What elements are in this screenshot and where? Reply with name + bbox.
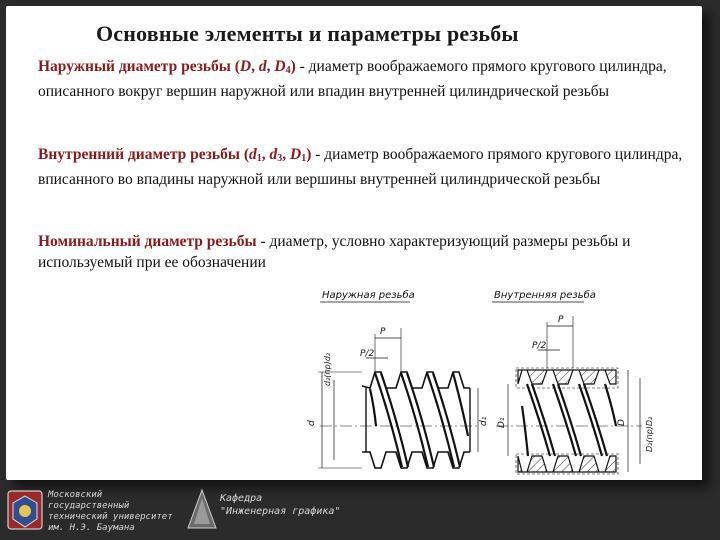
var: d xyxy=(249,146,257,163)
label-pitch-diameter-d2: d₂(пр)d₂ xyxy=(323,352,332,386)
sep: , xyxy=(282,146,290,163)
definition-nominal-diameter xyxy=(38,231,688,273)
sep: , xyxy=(261,146,270,163)
department-line: Кафедра xyxy=(220,493,263,504)
label-half-pitch-internal: P/2 xyxy=(532,341,547,351)
label-outer-d: d xyxy=(307,420,317,426)
sep: , xyxy=(251,58,259,75)
label-half-pitch: P/2 xyxy=(360,349,375,359)
term-close: ) xyxy=(306,146,312,163)
caption-external-thread: Наружная резьба xyxy=(322,290,415,301)
subscript: 1 xyxy=(301,153,307,164)
term-close: ) xyxy=(290,58,296,75)
term-text: Внутренний диаметр резьбы ( xyxy=(38,146,249,163)
label-outer-D: D xyxy=(617,419,627,426)
department-logo-icon xyxy=(186,488,218,532)
department-name xyxy=(220,492,370,518)
definition-inner-diameter xyxy=(38,144,688,190)
var: d xyxy=(269,146,278,163)
var: D xyxy=(239,58,252,75)
definition-outer-diameter xyxy=(38,56,688,102)
term-nominal-diameter: Номинальный диаметр резьбы xyxy=(38,233,257,250)
definition-text: - диаметр воображаемого прямого кругового цилиндра, описанного вокруг вершин наружной или впадин внутренней цилиндрической резьбы xyxy=(38,58,667,100)
label-pitch: P xyxy=(380,327,386,337)
university-line: технический университет xyxy=(48,512,173,522)
subscript: 4 xyxy=(285,65,291,76)
term-inner-diameter xyxy=(38,146,311,163)
thread-diagram xyxy=(282,276,702,480)
subscript: 3 xyxy=(277,153,283,164)
slide-title: Основные элементы и параметры резьбы xyxy=(96,21,519,46)
definition-text: - диаметр, условно характеризующий размеры резьбы и используемый при ее обозначении xyxy=(38,233,631,271)
definition-text: - диаметр воображаемого прямого кругового цилиндра, вписанного во впадины наружной или вершины внутренней цилиндрической резьбы xyxy=(38,146,683,188)
footer xyxy=(0,484,720,540)
university-line: Московский государственный xyxy=(48,490,130,511)
var: d xyxy=(258,58,267,75)
university-name xyxy=(48,490,188,534)
university-line: им. Н.Э. Баумана xyxy=(48,523,135,533)
label-pitch-diameter-D2: D₂(пр)D₂ xyxy=(645,416,654,452)
internal-thread-drawing xyxy=(496,315,654,474)
sep: , xyxy=(266,58,275,75)
label-inner-D1: D₁ xyxy=(497,417,507,428)
term-text: Наружный диаметр резьбы ( xyxy=(38,58,240,75)
label-pitch-internal: P xyxy=(558,315,564,325)
department-line: "Инженерная графика" xyxy=(220,506,341,517)
caption-internal-thread: Внутренняя резьба xyxy=(494,290,596,301)
subscript: 1 xyxy=(256,153,262,164)
var: D xyxy=(274,58,286,75)
external-thread-drawing xyxy=(307,327,489,468)
label-inner-d1: d₁ xyxy=(479,416,489,426)
term-outer-diameter xyxy=(38,58,296,75)
university-crest-icon xyxy=(6,489,46,533)
var: D xyxy=(290,146,302,163)
